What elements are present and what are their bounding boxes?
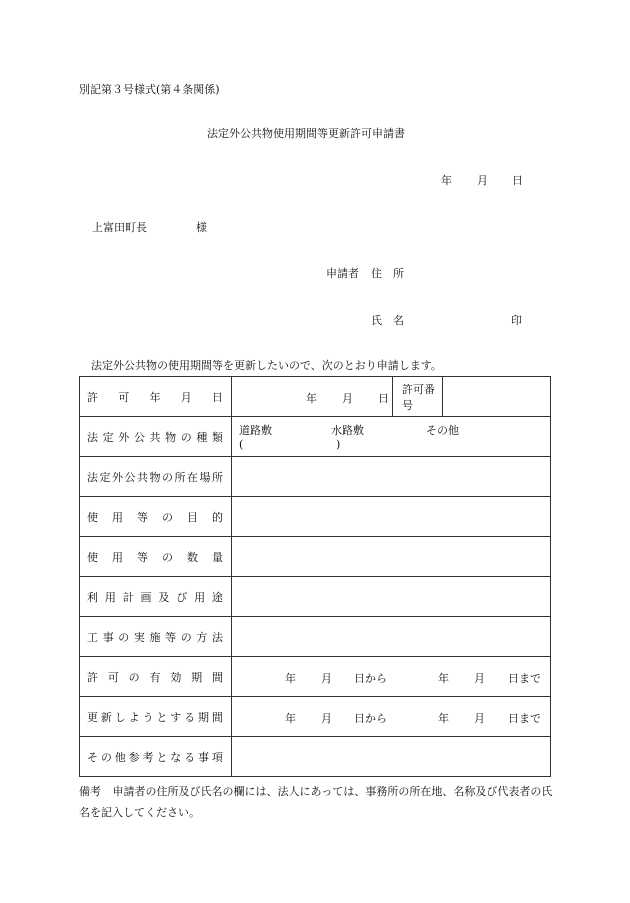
row-label-char: 量 [212, 550, 223, 564]
row-label-char: 工 [87, 630, 98, 644]
row-label-char: 効 [170, 670, 182, 684]
type-water[interactable]: 水路敷 [331, 424, 364, 437]
address-label: 住 所 [371, 267, 404, 280]
row-label-text [80, 709, 231, 725]
row-label-char: 等 [165, 630, 177, 644]
row-label-char: 項 [211, 750, 223, 764]
row-label-renewal-period [80, 697, 232, 737]
row-label-char: な [170, 750, 182, 764]
type-road[interactable]: 道路敷 [239, 424, 272, 437]
valid-to-year: 年 [438, 672, 449, 685]
row-label-char: 使 [87, 550, 98, 564]
row-label-char: 許 [87, 670, 98, 684]
form-number: 別記第３号様式(第４条関係) [79, 83, 220, 96]
row-label-char: し [114, 710, 126, 724]
application-table [79, 376, 551, 777]
row-label-char: 法 [87, 470, 98, 484]
remarks-label: 備考 [79, 785, 101, 798]
seal-mark: 印 [511, 314, 522, 327]
row-label-char: 在 [187, 470, 198, 484]
renew-to-year: 年 [438, 712, 449, 725]
row-label-type [80, 417, 232, 457]
valid-from-month: 月 [321, 672, 332, 685]
row-label-char: 共 [149, 430, 161, 444]
row-label-char: よ [128, 710, 140, 724]
row-label-char: 共 [137, 470, 148, 484]
row-label-char: 許 [87, 390, 98, 404]
row-label-text [80, 749, 231, 765]
row-label-char: 種 [196, 430, 208, 444]
valid-from-day: 日から [354, 672, 387, 685]
row-label-char: 間 [211, 710, 223, 724]
row-label-char: 可 [118, 390, 130, 404]
row-label-char: 使 [87, 510, 98, 524]
permit-number-label-cell: 許可番号 [393, 377, 443, 417]
row-label-char: 等 [137, 550, 148, 564]
row-label-char: 目 [187, 510, 198, 524]
row-label-char: 外 [118, 430, 130, 444]
location-value[interactable] [232, 457, 551, 497]
table-row [80, 657, 551, 697]
renew-from-year: 年 [285, 712, 296, 725]
remarks [79, 781, 559, 823]
permit-date-cell[interactable] [232, 377, 393, 417]
purpose-value[interactable] [232, 497, 551, 537]
row-label-char: 参 [128, 750, 140, 764]
valid-from-year: 年 [285, 672, 296, 685]
construction-method-value[interactable] [232, 617, 551, 657]
row-label-char: の [162, 470, 173, 484]
table-row [80, 377, 551, 417]
row-label-construction-method [80, 617, 232, 657]
type-other[interactable]: その他 [426, 424, 459, 437]
row-label-char: る [184, 710, 196, 724]
row-label-text [80, 629, 231, 645]
row-label-text [80, 509, 231, 525]
row-label-char: 年 [149, 390, 161, 404]
row-label-char: 用 [112, 550, 123, 564]
row-label-char: 物 [149, 470, 161, 484]
row-label-char: う [142, 710, 154, 724]
table-row [80, 737, 551, 777]
table-row [80, 537, 551, 577]
row-label-char: 期 [191, 670, 203, 684]
permit-day-label: 日 [378, 392, 389, 405]
row-label-char: 数 [187, 550, 198, 564]
row-label-other-notes [80, 737, 232, 777]
permit-year-label: 年 [306, 392, 317, 405]
row-label-valid-period [80, 657, 232, 697]
row-label-char: の [118, 630, 130, 644]
row-label-text [80, 389, 231, 405]
addressee: 上富田町長 [92, 221, 147, 234]
row-label-char: と [156, 710, 168, 724]
row-label-char: 所 [212, 470, 223, 484]
row-label-char: 実 [133, 630, 145, 644]
row-label-char: 等 [137, 510, 148, 524]
row-label-char: 場 [199, 470, 211, 484]
table-row [80, 617, 551, 657]
row-label-char: 日 [212, 390, 223, 404]
renew-from-month: 月 [321, 712, 332, 725]
permit-month-label: 月 [342, 392, 353, 405]
row-label-char: す [170, 710, 182, 724]
row-label-permit-date [80, 377, 232, 417]
renew-to-day: 日まで [508, 712, 541, 725]
row-label-char: 途 [211, 590, 223, 604]
name-label: 氏 名 [371, 314, 404, 327]
row-label-char: 公 [124, 470, 136, 484]
renewal-period-cell[interactable] [232, 697, 551, 737]
permit-number-value[interactable] [443, 377, 551, 417]
valid-period-cell[interactable] [232, 657, 551, 697]
row-label-char: 更 [87, 710, 98, 724]
row-label-char: 事 [198, 750, 209, 764]
row-label-char: 定 [99, 470, 111, 484]
row-label-char: 法 [87, 430, 98, 444]
row-label-char: 方 [196, 630, 208, 644]
table-row [80, 497, 551, 537]
row-label-char: 新 [100, 710, 112, 724]
row-label-char: の [162, 510, 173, 524]
type-cell[interactable] [232, 417, 551, 457]
valid-to-day: 日まで [508, 672, 541, 685]
table-row [80, 577, 551, 617]
row-label-char: 類 [212, 430, 223, 444]
row-label-char: と [156, 750, 168, 764]
row-label-char: 法 [212, 630, 223, 644]
row-label-char: 他 [114, 750, 126, 764]
row-label-char: 画 [140, 590, 152, 604]
row-label-char: 利 [87, 590, 98, 604]
row-label-purpose [80, 497, 232, 537]
row-label-char: 定 [102, 430, 114, 444]
row-label-char: 用 [194, 590, 206, 604]
row-label-char: 施 [149, 630, 161, 644]
row-label-char: 月 [180, 390, 192, 404]
row-label-text [80, 549, 231, 565]
row-label-quantity [80, 537, 232, 577]
honorific: 様 [196, 221, 207, 234]
remarks-text: 申請者の住所及び氏名の欄には、法人にあっては、事務所の所在地、名称及び代表者の氏名を記入してください。 [79, 785, 553, 819]
row-label-char: 事 [102, 630, 114, 644]
quantity-value[interactable] [232, 537, 551, 577]
row-label-char: そ [87, 750, 98, 764]
renew-from-day: 日から [354, 712, 387, 725]
table-row [80, 697, 551, 737]
row-label-char: 有 [149, 670, 161, 684]
date-year-label: 年 [441, 174, 452, 187]
paren-close: ) [336, 438, 341, 451]
row-label-text [80, 429, 231, 445]
row-label-char: 可 [107, 670, 119, 684]
row-label-char: る [184, 750, 196, 764]
row-label-char: 用 [112, 510, 123, 524]
intro-text: 法定外公共物の使用期間等を更新したいので、次のとおり申請します。 [91, 359, 442, 372]
row-label-char: 考 [142, 750, 154, 764]
row-label-text [80, 589, 231, 605]
date-month-label: 月 [477, 174, 488, 187]
row-label-char: 的 [212, 510, 223, 524]
other-notes-value[interactable] [232, 737, 551, 777]
usage-plan-value[interactable] [232, 577, 551, 617]
row-label-char: 間 [211, 670, 223, 684]
table-row [80, 457, 551, 497]
row-label-text [80, 669, 231, 685]
row-label-char: の [162, 550, 173, 564]
row-label-char: 期 [198, 710, 209, 724]
applicant-label: 申請者 [326, 267, 359, 280]
row-label-char: の [100, 750, 112, 764]
row-label-usage-plan [80, 577, 232, 617]
row-label-char: 用 [104, 590, 116, 604]
row-label-char: 計 [122, 590, 134, 604]
row-label-char: 物 [165, 430, 177, 444]
renew-to-month: 月 [474, 712, 485, 725]
document-title: 法定外公共物使用期間等更新許可申請書 [207, 127, 405, 140]
valid-to-month: 月 [474, 672, 485, 685]
row-label-char: 及 [158, 590, 170, 604]
row-label-char: 所 [174, 470, 186, 484]
row-label-char: の [128, 670, 140, 684]
row-label-char: 公 [133, 430, 145, 444]
date-day-label: 日 [512, 174, 523, 187]
paren-open: ( [239, 438, 244, 451]
row-label-char: の [180, 430, 192, 444]
row-label-char: び [176, 590, 188, 604]
table-row [80, 417, 551, 457]
row-label-text [80, 469, 231, 485]
row-label-char: の [180, 630, 192, 644]
row-label-char: 外 [112, 470, 123, 484]
row-label-location [80, 457, 232, 497]
